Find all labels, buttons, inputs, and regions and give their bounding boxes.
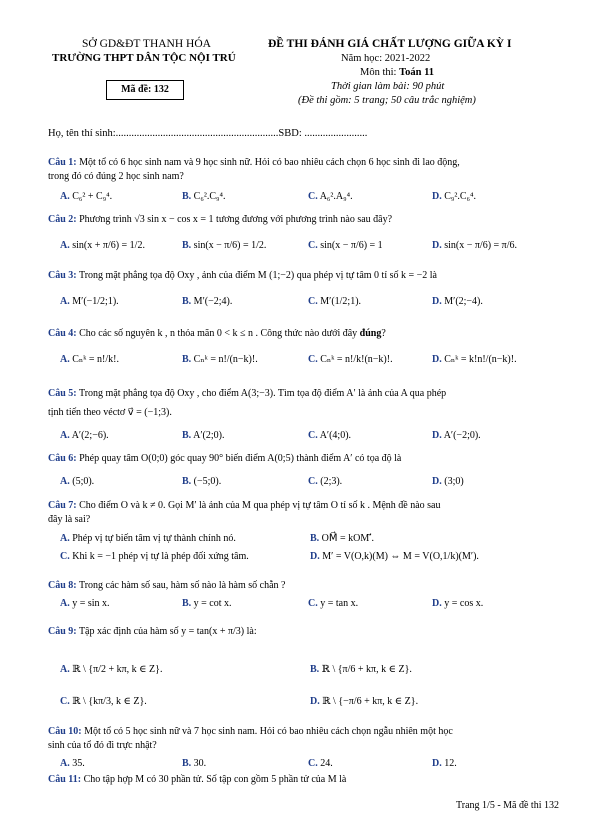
q3-option-c[interactable]: C. M′(1/2;1).: [308, 296, 362, 307]
q5-option-a[interactable]: A. A′(2;−6).: [60, 430, 109, 441]
q8-option-d[interactable]: D. y = cos x.: [432, 598, 484, 609]
q4-option-d[interactable]: D. Cₙᵏ = k!n!/(n−k)!.: [432, 354, 517, 365]
question-text: Một tổ có 6 học sinh nam và 9 học sinh nữ. Hỏi có bao nhiêu cách chọn 6 học sinh đi lao động,: [79, 157, 460, 168]
q5-option-b[interactable]: B. A′(2;0).: [182, 430, 225, 441]
q7-option-d[interactable]: D. M′ = V(O,k)(M) ⇔ M = V(O,1/k)(M′).: [310, 551, 479, 562]
q2-option-d[interactable]: D. sin(x − π/6) = π/6.: [432, 240, 517, 251]
q3-option-a[interactable]: A. M′(−1/2;1).: [60, 296, 119, 307]
question-2: Câu 2: Phương trình √3 sin x − cos x = 1 tương đương với phương trình nào sau đây?: [48, 214, 393, 225]
page-footer: Trang 1/5 - Mã đề thi 132: [456, 800, 559, 811]
q9-option-d[interactable]: D. ℝ \ {−π/6 + kπ, k ∈ Z}.: [310, 696, 419, 707]
q4-option-b[interactable]: B. Cₙᵏ = n!/(n−k)!.: [182, 354, 258, 365]
q3-option-d[interactable]: D. M′(2;−4).: [432, 296, 483, 307]
question-10: Câu 10: Một tổ có 5 học sinh nữ và 7 học sinh nam. Hỏi có bao nhiêu cách chọn ngẫu nhiên một học: [48, 726, 453, 737]
exam-duration: Thời gian làm bài: 90 phút: [331, 81, 445, 92]
q1-option-a[interactable]: A. C₆² + C₉⁴.: [60, 191, 113, 202]
q4-option-c[interactable]: C. Cₙᵏ = n!/k!(n−k)!.: [308, 354, 393, 365]
q8-option-c[interactable]: C. y = tan x.: [308, 598, 359, 609]
question-5: Câu 5: Trong mặt phẳng tọa độ Oxy , cho điểm A(3;−3). Tìm tọa độ điểm A′ là ảnh của A qua phép: [48, 388, 447, 399]
q10-option-b[interactable]: B. 30.: [182, 758, 207, 769]
q5-option-c[interactable]: C. A′(4;0).: [308, 430, 352, 441]
q6-option-b[interactable]: B. (−5;0).: [182, 476, 222, 487]
q8-option-b[interactable]: B. y = cot x.: [182, 598, 232, 609]
q6-option-d[interactable]: D. (3;0): [432, 476, 464, 487]
question-label: Câu 1:: [48, 157, 77, 168]
q8-option-a[interactable]: A. y = sin x.: [60, 598, 110, 609]
q10-option-c[interactable]: C. 24.: [308, 758, 333, 769]
exam-code-box: Mã đề: 132: [106, 80, 184, 100]
q2-option-c[interactable]: C. sin(x − π/6) = 1: [308, 240, 383, 251]
question-9: Câu 9: Tập xác định của hàm số y = tan(x + π/3) là:: [48, 626, 257, 637]
q1-option-d[interactable]: D. C₉².C₆⁴.: [432, 191, 477, 202]
question-10-cont: sinh của tổ đó đi trực nhật?: [48, 740, 157, 751]
subject-prefix: Môn thi:: [360, 67, 400, 78]
q6-option-a[interactable]: A. (5;0).: [60, 476, 95, 487]
exam-page-info: (Đề thi gồm: 5 trang; 50 câu trắc nghiệm): [298, 95, 476, 106]
question-6: Câu 6: Phép quay tâm O(0;0) góc quay 90° biến điểm A(0;5) thành điểm A′ có tọa độ là: [48, 453, 402, 464]
q7-option-a[interactable]: A. Phép vị tự biến tâm vị tự thành chính nó.: [60, 533, 236, 544]
question-11: Câu 11: Cho tập hợp M có 30 phần tử. Số tập con gồm 5 phần tử của M là: [48, 774, 347, 785]
question-3: Câu 3: Trong mặt phẳng tọa độ Oxy , ảnh của điểm M (1;−2) qua phép vị tự tâm 0 tỉ số k = −2 là: [48, 270, 437, 281]
question-5-cont: tịnh tiến theo véctơ v⃗ = (−1;3).: [48, 407, 172, 418]
subject-line: [360, 67, 434, 78]
school-year: Năm học: 2021-2022: [341, 53, 431, 64]
q10-option-d[interactable]: D. 12.: [432, 758, 457, 769]
exam-title: ĐỀ THI ĐÁNH GIÁ CHẤT LƯỢNG GIỮA KỲ I: [268, 38, 512, 50]
q9-option-c[interactable]: C. ℝ \ {kπ/3, k ∈ Z}.: [60, 696, 147, 707]
q2-option-a[interactable]: A. sin(x + π/6) = 1/2.: [60, 240, 145, 251]
student-info-line: Họ, tên thí sinh:..............................................................SBD: ........................: [48, 128, 368, 139]
question-4: Câu 4: Cho các số nguyên k , n thỏa mãn 0 < k ≤ n . Công thức nào dưới đây đúng?: [48, 328, 386, 339]
question-7: Câu 7: Cho điểm O và k ≠ 0. Gọi M′ là ảnh của M qua phép vị tự tâm O tỉ số k . Mệnh đề nào sau: [48, 500, 441, 511]
question-7-cont: đây là sai?: [48, 514, 91, 525]
q3-option-b[interactable]: B. M′(−2;4).: [182, 296, 233, 307]
q9-option-b[interactable]: B. ℝ \ {π/6 + kπ, k ∈ Z}.: [310, 664, 412, 675]
q5-option-d[interactable]: D. A′(−2;0).: [432, 430, 481, 441]
q7-option-c[interactable]: C. Khi k = −1 phép vị tự là phép đối xứng tâm.: [60, 551, 249, 562]
school-name: TRƯỜNG THPT DÂN TỘC NỘI TRÚ: [52, 52, 236, 64]
q1-option-c[interactable]: C. A₆².A₉⁴.: [308, 191, 353, 202]
q1-option-b[interactable]: B. C₆².C₉⁴.: [182, 191, 226, 202]
q2-option-b[interactable]: B. sin(x − π/6) = 1/2.: [182, 240, 267, 251]
subject-name: Toán 11: [399, 67, 435, 78]
department-name: SỞ GD&ĐT THANH HÓA: [82, 38, 211, 50]
q4-option-a[interactable]: A. Cₙᵏ = n!/k!.: [60, 354, 119, 365]
q9-option-a[interactable]: A. ℝ \ {π/2 + kπ, k ∈ Z}.: [60, 664, 163, 675]
q6-option-c[interactable]: C. (2;3).: [308, 476, 343, 487]
question-8: Câu 8: Trong các hàm số sau, hàm số nào là hàm số chẵn ?: [48, 580, 286, 591]
question-1-cont: trong đó có đúng 2 học sinh nam?: [48, 171, 184, 182]
q7-option-b[interactable]: B. OM⃗ = kOM′⃗.: [310, 533, 375, 544]
q10-option-a[interactable]: A. 35.: [60, 758, 85, 769]
